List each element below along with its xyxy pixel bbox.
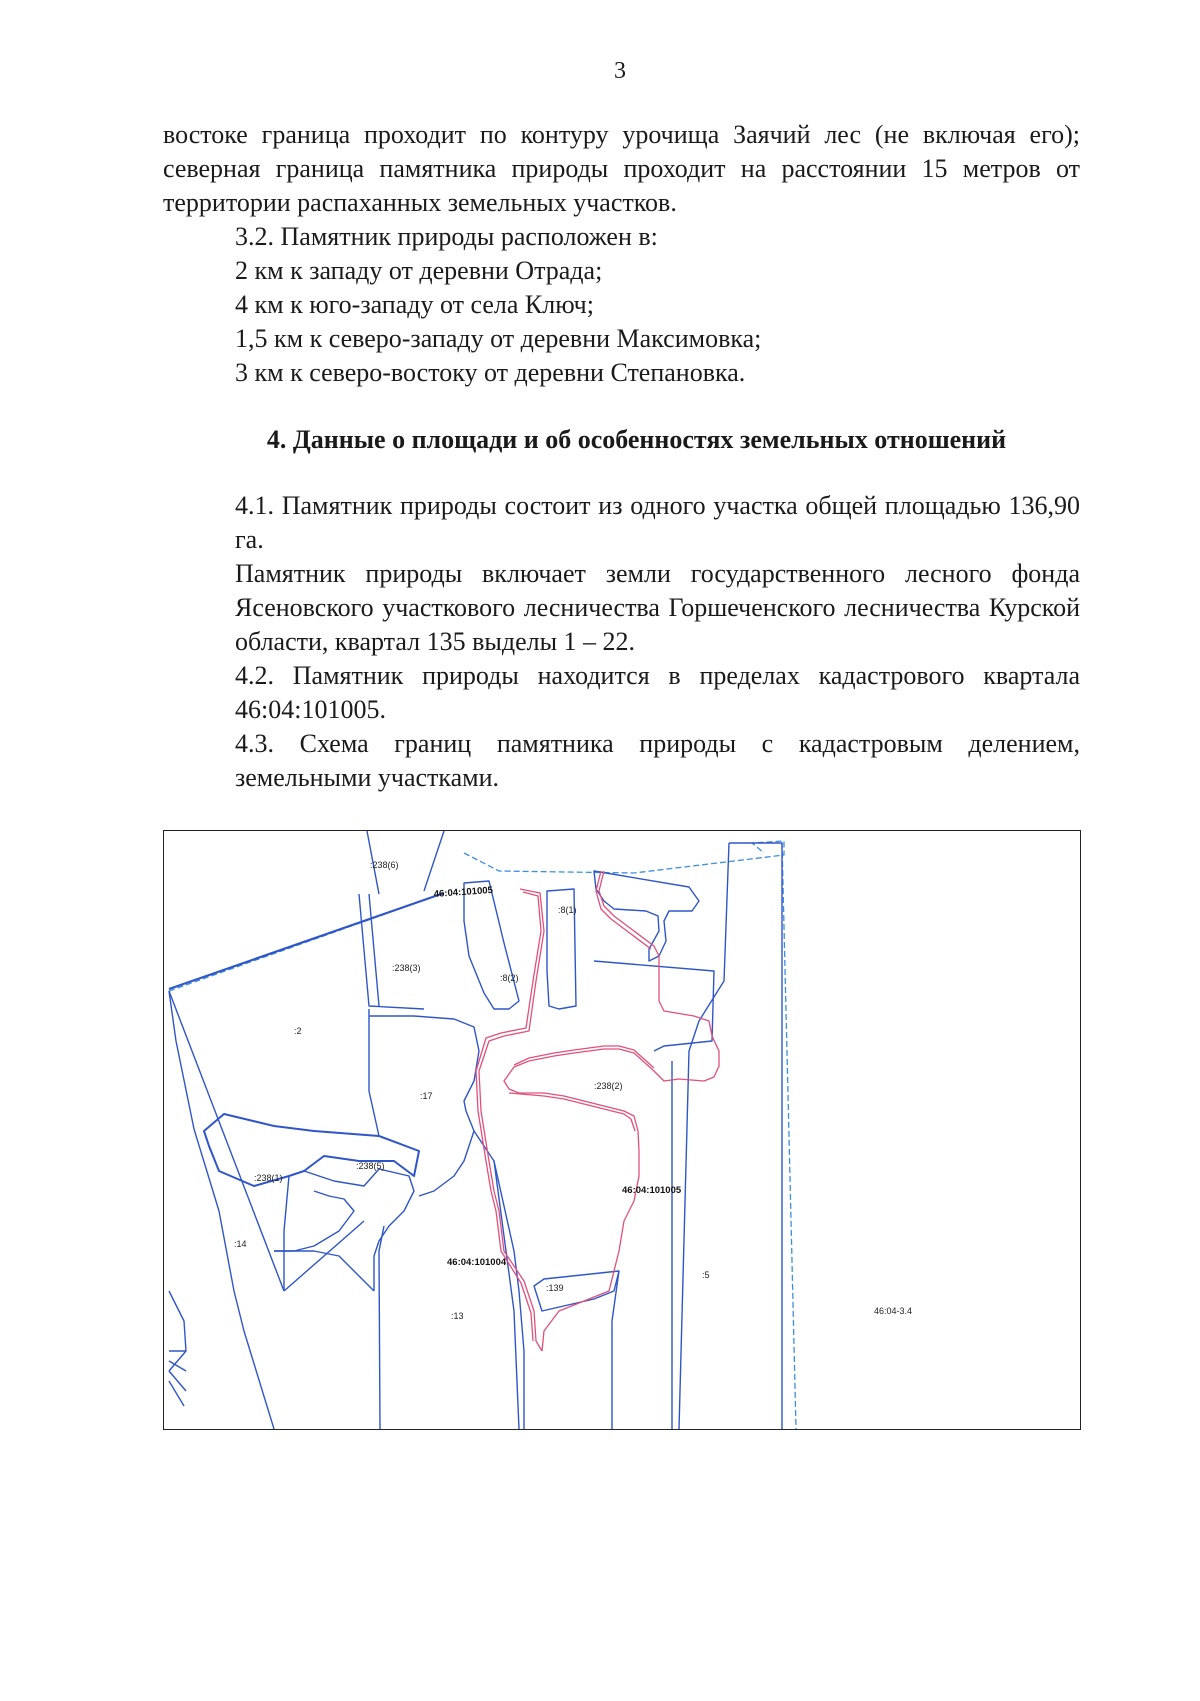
location-item-klyuch: 4 км к юго-западу от села Ключ; [235,290,594,319]
parcel-label-2: :2 [294,1026,302,1036]
quarter-boundary-lines [169,841,796,1429]
paragraph-forest-fund: Памятник природы включает земли государственного лесного фонда Ясеновского участкового лесничества Горшеченского лесничества Курской области, квартал 135 выделы 1 – 22. [235,559,1080,656]
parcel-label-14: :14 [234,1239,247,1249]
parcel-label-8-2: :8(2) [500,973,519,983]
parcel-label-5: :5 [702,1270,710,1280]
cadastral-map [163,830,1081,1430]
paragraph-area: 4.1. Памятник природы состоит из одного участка общей площадью 136,90 га. [235,491,1080,554]
page-number: 3 [614,58,626,84]
cadastral-map-svg [164,831,1080,1429]
paragraph-scheme: 4.3. Схема границ памятника природы с кадастровым делением, земельными участками. [235,729,1080,792]
location-item-maksimovka: 1,5 км к северо-западу от деревни Максимовка; [235,324,762,353]
parcel-label-8-1: :8(1) [558,905,577,915]
quarter-label-right: 46:04:101005 [622,1185,682,1196]
parcel-label-238-2: :238(2) [594,1081,623,1091]
location-item-otrada: 2 км к западу от деревни Отрада; [235,256,603,285]
parcel-label-238-6: :238(6) [370,860,399,870]
quarter-label-bottom: 46:04:101004 [447,1257,507,1268]
document-body [163,118,1080,795]
quarter-label-top: 46:04:101005 [433,884,494,900]
parcel-label-13: :13 [451,1311,464,1321]
parcel-label-238-3: :238(3) [392,963,421,973]
paragraph-boundary-east: востоке граница проходит по контуру урочища Заячий лес (не включая его); северная граница памятника природы проходит на расстоянии 15 метров от территории распаханных земельных участков. [163,120,1080,217]
parcel-label-17: :17 [420,1091,433,1101]
paragraph-cadastral-quarter: 4.2. Памятник природы находится в пределах кадастрового квартала 46:04:101005. [235,661,1080,724]
parcel-lines [169,831,782,1429]
section-heading: 4. Данные о площади и об особенностях земельных отношений [266,425,1007,454]
paragraph-location-intro: 3.2. Памятник природы расположен в: [235,222,658,251]
location-item-stepanovka: 3 км к северо-востоку от деревни Степановка. [235,358,746,387]
parcel-label-238-5: :238(5) [356,1161,385,1171]
parcel-label-139: :139 [546,1283,564,1293]
zone-label-46-04-3-4: 46:04-3.4 [874,1306,913,1316]
parcel-label-238-1: :238(1) [254,1173,283,1183]
